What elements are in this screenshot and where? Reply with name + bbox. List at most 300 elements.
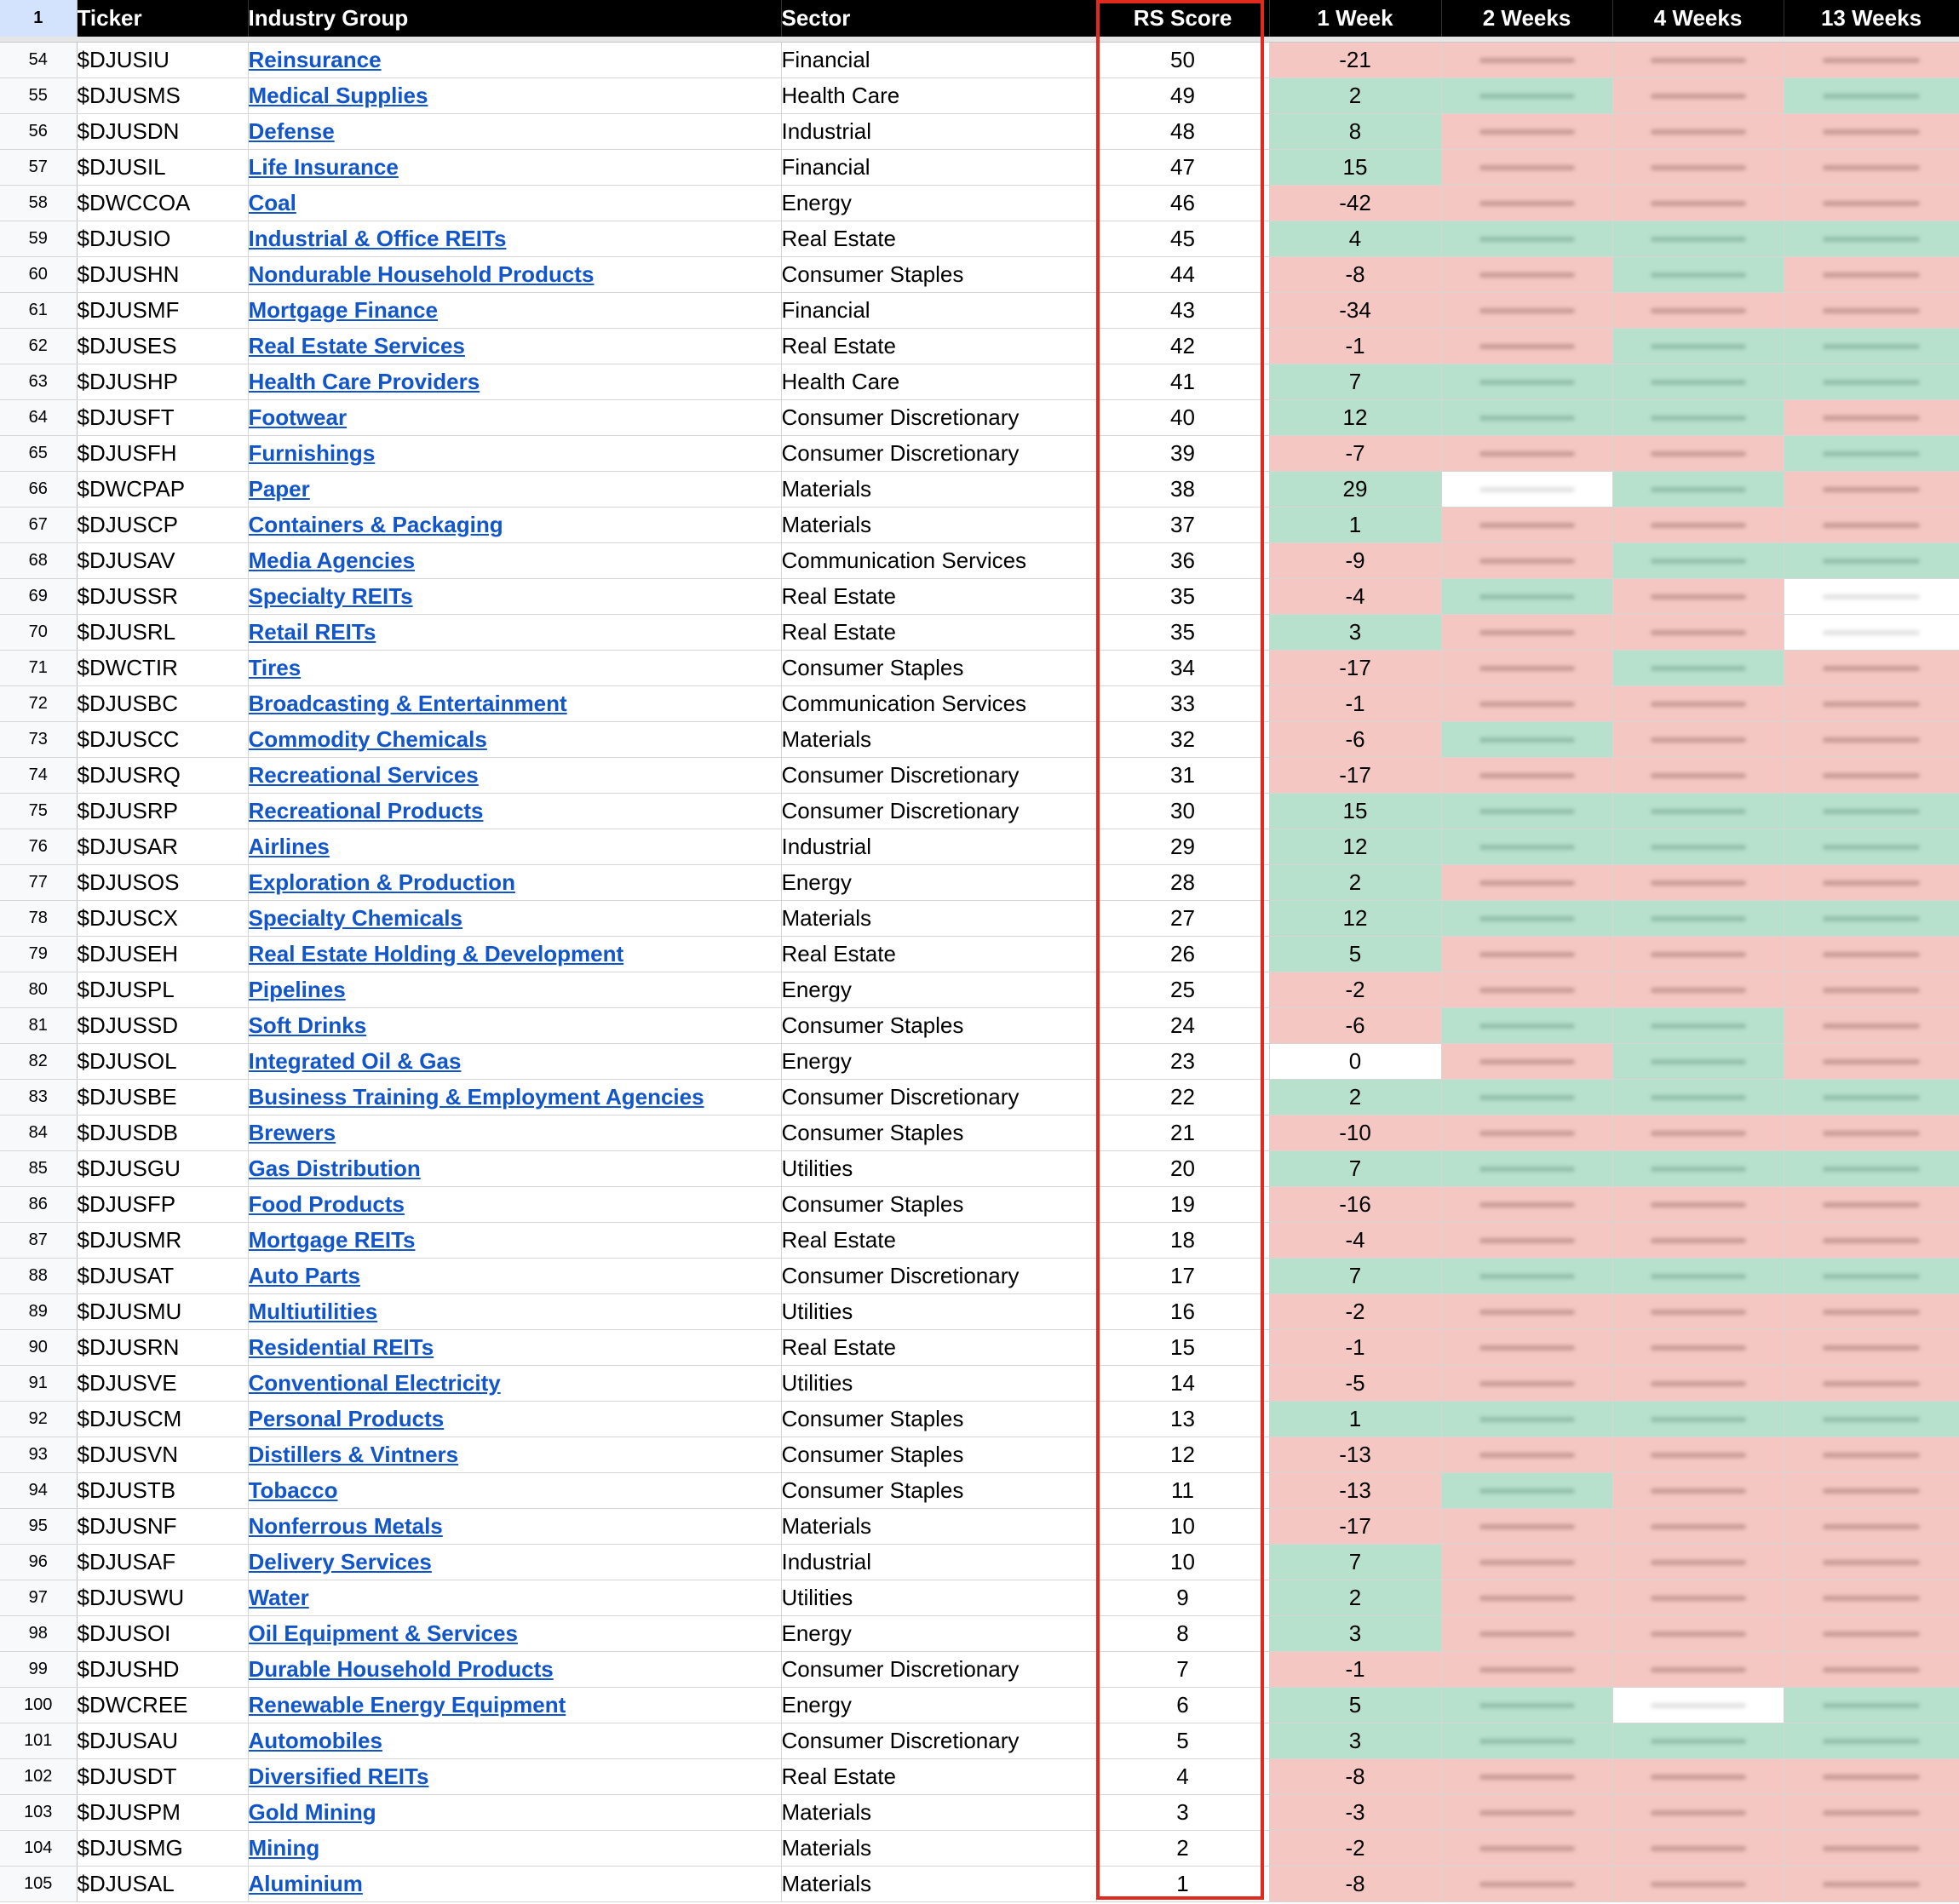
- sector-cell[interactable]: Health Care: [781, 77, 1096, 113]
- four-weeks-redacted-cell[interactable]: [1612, 1758, 1784, 1794]
- four-weeks-redacted-cell[interactable]: [1612, 1651, 1784, 1687]
- industry-group-link[interactable]: Specialty REITs: [248, 582, 413, 609]
- two-weeks-redacted-cell[interactable]: [1441, 256, 1612, 292]
- two-weeks-redacted-cell[interactable]: [1441, 1079, 1612, 1115]
- industry-group-link[interactable]: Mining: [248, 1834, 320, 1861]
- two-weeks-redacted-cell[interactable]: [1441, 1723, 1612, 1758]
- sector-cell[interactable]: Financial: [781, 149, 1096, 185]
- one-week-change-cell[interactable]: -8: [1269, 256, 1441, 292]
- sector-cell[interactable]: Financial: [781, 292, 1096, 328]
- sector-cell[interactable]: Real Estate: [781, 1329, 1096, 1365]
- industry-group-link[interactable]: Business Training & Employment Agencies: [248, 1083, 704, 1110]
- industry-group-link[interactable]: Specialty Chemicals: [248, 904, 462, 931]
- rs-score-cell[interactable]: 33: [1096, 685, 1269, 721]
- ticker-cell[interactable]: $DJUSIL: [77, 149, 248, 185]
- two-weeks-redacted-cell[interactable]: [1441, 399, 1612, 435]
- rs-score-cell[interactable]: 44: [1096, 256, 1269, 292]
- four-weeks-redacted-cell[interactable]: [1612, 399, 1784, 435]
- thirteen-weeks-redacted-cell[interactable]: [1784, 864, 1959, 900]
- industry-group-link[interactable]: Nonferrous Metals: [248, 1512, 443, 1539]
- ticker-cell[interactable]: $DJUSAF: [77, 1544, 248, 1580]
- industry-group-link[interactable]: Recreational Products: [248, 797, 484, 823]
- four-weeks-redacted-cell[interactable]: [1612, 1401, 1784, 1437]
- four-weeks-redacted-cell[interactable]: [1612, 1365, 1784, 1401]
- one-week-change-cell[interactable]: 7: [1269, 1544, 1441, 1580]
- one-week-change-cell[interactable]: 3: [1269, 1615, 1441, 1651]
- one-week-change-cell[interactable]: -21: [1269, 42, 1441, 77]
- ticker-cell[interactable]: $DJUSMG: [77, 1830, 248, 1866]
- four-weeks-redacted-cell[interactable]: [1612, 1043, 1784, 1079]
- four-weeks-redacted-cell[interactable]: [1612, 721, 1784, 757]
- sector-cell[interactable]: Materials: [781, 1508, 1096, 1544]
- ticker-cell[interactable]: $DJUSBE: [77, 1079, 248, 1115]
- one-week-change-cell[interactable]: 1: [1269, 507, 1441, 542]
- row-number[interactable]: 82: [0, 1043, 77, 1079]
- ticker-cell[interactable]: $DJUSCX: [77, 900, 248, 936]
- thirteen-weeks-column-header[interactable]: 13 Weeks: [1784, 0, 1959, 37]
- sector-cell[interactable]: Consumer Staples: [781, 1115, 1096, 1150]
- industry-group-link[interactable]: Gas Distribution: [248, 1155, 421, 1181]
- sector-cell[interactable]: Consumer Staples: [781, 1437, 1096, 1472]
- sector-cell[interactable]: Consumer Discretionary: [781, 1723, 1096, 1758]
- rs-score-cell[interactable]: 4: [1096, 1758, 1269, 1794]
- industry-group-link[interactable]: Industrial & Office REITs: [248, 225, 507, 251]
- rs-score-cell[interactable]: 34: [1096, 650, 1269, 685]
- sector-column-header[interactable]: Sector: [781, 0, 1096, 37]
- row-number[interactable]: 71: [0, 650, 77, 685]
- sector-cell[interactable]: Consumer Staples: [781, 1472, 1096, 1508]
- row-number[interactable]: 62: [0, 328, 77, 364]
- row-number[interactable]: 83: [0, 1079, 77, 1115]
- row-number[interactable]: 78: [0, 900, 77, 936]
- rs-score-cell[interactable]: 28: [1096, 864, 1269, 900]
- ticker-cell[interactable]: $DWCPAP: [77, 471, 248, 507]
- ticker-cell[interactable]: $DJUSGU: [77, 1150, 248, 1186]
- rs-score-cell[interactable]: 50: [1096, 42, 1269, 77]
- row-number[interactable]: 92: [0, 1401, 77, 1437]
- one-week-change-cell[interactable]: -3: [1269, 1794, 1441, 1830]
- thirteen-weeks-redacted-cell[interactable]: [1784, 829, 1959, 864]
- thirteen-weeks-redacted-cell[interactable]: [1784, 1437, 1959, 1472]
- two-weeks-redacted-cell[interactable]: [1441, 829, 1612, 864]
- thirteen-weeks-redacted-cell[interactable]: [1784, 185, 1959, 221]
- sector-cell[interactable]: Consumer Discretionary: [781, 793, 1096, 829]
- row-number[interactable]: 89: [0, 1293, 77, 1329]
- one-week-change-cell[interactable]: -17: [1269, 1508, 1441, 1544]
- two-weeks-redacted-cell[interactable]: [1441, 1007, 1612, 1043]
- one-week-change-cell[interactable]: 8: [1269, 113, 1441, 149]
- sector-cell[interactable]: Utilities: [781, 1150, 1096, 1186]
- four-weeks-redacted-cell[interactable]: [1612, 1329, 1784, 1365]
- industry-group-link[interactable]: Aluminium: [248, 1870, 363, 1896]
- one-week-change-cell[interactable]: 15: [1269, 149, 1441, 185]
- one-week-change-cell[interactable]: -13: [1269, 1472, 1441, 1508]
- ticker-cell[interactable]: $DJUSAT: [77, 1258, 248, 1293]
- row-number[interactable]: 97: [0, 1580, 77, 1615]
- four-weeks-redacted-cell[interactable]: [1612, 77, 1784, 113]
- four-weeks-redacted-cell[interactable]: [1612, 900, 1784, 936]
- industry-group-link[interactable]: Paper: [248, 475, 310, 502]
- one-week-change-cell[interactable]: 12: [1269, 399, 1441, 435]
- sector-cell[interactable]: Materials: [781, 900, 1096, 936]
- one-week-column-header[interactable]: 1 Week: [1269, 0, 1441, 37]
- ticker-cell[interactable]: $DJUSRQ: [77, 757, 248, 793]
- row-number[interactable]: 55: [0, 77, 77, 113]
- one-week-change-cell[interactable]: -13: [1269, 1437, 1441, 1472]
- ticker-cell[interactable]: $DJUSDB: [77, 1115, 248, 1150]
- two-weeks-redacted-cell[interactable]: [1441, 507, 1612, 542]
- four-weeks-redacted-cell[interactable]: [1612, 1472, 1784, 1508]
- thirteen-weeks-redacted-cell[interactable]: [1784, 721, 1959, 757]
- industry-group-link[interactable]: Exploration & Production: [248, 869, 515, 895]
- rs-score-cell[interactable]: 25: [1096, 972, 1269, 1007]
- sector-cell[interactable]: Real Estate: [781, 1222, 1096, 1258]
- thirteen-weeks-redacted-cell[interactable]: [1784, 149, 1959, 185]
- two-weeks-redacted-cell[interactable]: [1441, 578, 1612, 614]
- thirteen-weeks-redacted-cell[interactable]: [1784, 542, 1959, 578]
- four-weeks-redacted-cell[interactable]: [1612, 185, 1784, 221]
- thirteen-weeks-redacted-cell[interactable]: [1784, 685, 1959, 721]
- rs-score-cell[interactable]: 20: [1096, 1150, 1269, 1186]
- one-week-change-cell[interactable]: 2: [1269, 864, 1441, 900]
- row-number[interactable]: 80: [0, 972, 77, 1007]
- sector-cell[interactable]: Materials: [781, 721, 1096, 757]
- two-weeks-redacted-cell[interactable]: [1441, 1401, 1612, 1437]
- thirteen-weeks-redacted-cell[interactable]: [1784, 1544, 1959, 1580]
- one-week-change-cell[interactable]: 15: [1269, 793, 1441, 829]
- rs-score-cell[interactable]: 23: [1096, 1043, 1269, 1079]
- ticker-cell[interactable]: $DWCREE: [77, 1687, 248, 1723]
- industry-group-link[interactable]: Reinsurance: [248, 46, 382, 72]
- rs-score-cell[interactable]: 24: [1096, 1007, 1269, 1043]
- sector-cell[interactable]: Consumer Staples: [781, 650, 1096, 685]
- row-number[interactable]: 74: [0, 757, 77, 793]
- row-number[interactable]: 91: [0, 1365, 77, 1401]
- thirteen-weeks-redacted-cell[interactable]: [1784, 1079, 1959, 1115]
- industry-group-link[interactable]: Personal Products: [248, 1405, 445, 1431]
- two-weeks-redacted-cell[interactable]: [1441, 721, 1612, 757]
- thirteen-weeks-redacted-cell[interactable]: [1784, 256, 1959, 292]
- one-week-change-cell[interactable]: -2: [1269, 1293, 1441, 1329]
- industry-group-link[interactable]: Oil Equipment & Services: [248, 1620, 518, 1646]
- industry-group-link[interactable]: Airlines: [248, 833, 330, 859]
- one-week-change-cell[interactable]: -8: [1269, 1866, 1441, 1901]
- four-weeks-redacted-cell[interactable]: [1612, 292, 1784, 328]
- one-week-change-cell[interactable]: 4: [1269, 221, 1441, 256]
- thirteen-weeks-redacted-cell[interactable]: [1784, 399, 1959, 435]
- rs-score-cell[interactable]: 29: [1096, 829, 1269, 864]
- ticker-cell[interactable]: $DJUSOL: [77, 1043, 248, 1079]
- two-weeks-redacted-cell[interactable]: [1441, 1830, 1612, 1866]
- sector-cell[interactable]: Real Estate: [781, 936, 1096, 972]
- one-week-change-cell[interactable]: 7: [1269, 364, 1441, 399]
- industry-group-link[interactable]: Soft Drinks: [248, 1012, 367, 1038]
- one-week-change-cell[interactable]: -2: [1269, 972, 1441, 1007]
- thirteen-weeks-redacted-cell[interactable]: [1784, 614, 1959, 650]
- ticker-cell[interactable]: $DJUSIO: [77, 221, 248, 256]
- sector-cell[interactable]: Energy: [781, 1615, 1096, 1651]
- industry-group-link[interactable]: Commodity Chemicals: [248, 725, 487, 752]
- thirteen-weeks-redacted-cell[interactable]: [1784, 1401, 1959, 1437]
- sector-cell[interactable]: Financial: [781, 42, 1096, 77]
- one-week-change-cell[interactable]: -10: [1269, 1115, 1441, 1150]
- sector-cell[interactable]: Real Estate: [781, 614, 1096, 650]
- sector-cell[interactable]: Real Estate: [781, 221, 1096, 256]
- industry-group-link[interactable]: Auto Parts: [248, 1262, 360, 1288]
- four-weeks-redacted-cell[interactable]: [1612, 972, 1784, 1007]
- row-number[interactable]: 65: [0, 435, 77, 471]
- rs-score-cell[interactable]: 39: [1096, 435, 1269, 471]
- industry-group-link[interactable]: Food Products: [248, 1190, 405, 1217]
- thirteen-weeks-redacted-cell[interactable]: [1784, 1723, 1959, 1758]
- rs-score-cell[interactable]: 19: [1096, 1186, 1269, 1222]
- row-number[interactable]: 75: [0, 793, 77, 829]
- two-weeks-redacted-cell[interactable]: [1441, 292, 1612, 328]
- row-number[interactable]: 95: [0, 1508, 77, 1544]
- sector-cell[interactable]: Consumer Staples: [781, 1401, 1096, 1437]
- four-weeks-redacted-cell[interactable]: [1612, 757, 1784, 793]
- sector-cell[interactable]: Industrial: [781, 113, 1096, 149]
- four-weeks-redacted-cell[interactable]: [1612, 1258, 1784, 1293]
- ticker-cell[interactable]: $DJUSCC: [77, 721, 248, 757]
- rs-score-cell[interactable]: 41: [1096, 364, 1269, 399]
- four-weeks-redacted-cell[interactable]: [1612, 507, 1784, 542]
- four-weeks-redacted-cell[interactable]: [1612, 1150, 1784, 1186]
- sector-cell[interactable]: Consumer Discretionary: [781, 435, 1096, 471]
- row-number[interactable]: 56: [0, 113, 77, 149]
- row-number[interactable]: 98: [0, 1615, 77, 1651]
- row-number[interactable]: 84: [0, 1115, 77, 1150]
- four-weeks-redacted-cell[interactable]: [1612, 936, 1784, 972]
- ticker-cell[interactable]: $DJUSCP: [77, 507, 248, 542]
- rs-score-cell[interactable]: 26: [1096, 936, 1269, 972]
- ticker-cell[interactable]: $DJUSSR: [77, 578, 248, 614]
- sector-cell[interactable]: Materials: [781, 1830, 1096, 1866]
- thirteen-weeks-redacted-cell[interactable]: [1784, 1687, 1959, 1723]
- ticker-cell[interactable]: $DJUSRP: [77, 793, 248, 829]
- thirteen-weeks-redacted-cell[interactable]: [1784, 1866, 1959, 1901]
- row-number[interactable]: 60: [0, 256, 77, 292]
- industry-group-link[interactable]: Containers & Packaging: [248, 511, 503, 537]
- two-weeks-redacted-cell[interactable]: [1441, 864, 1612, 900]
- industry-group-link[interactable]: Defense: [248, 118, 335, 144]
- thirteen-weeks-redacted-cell[interactable]: [1784, 1115, 1959, 1150]
- ticker-cell[interactable]: $DJUSRL: [77, 614, 248, 650]
- thirteen-weeks-redacted-cell[interactable]: [1784, 1365, 1959, 1401]
- two-weeks-redacted-cell[interactable]: [1441, 1258, 1612, 1293]
- four-weeks-redacted-cell[interactable]: [1612, 1687, 1784, 1723]
- sector-cell[interactable]: Utilities: [781, 1365, 1096, 1401]
- rs-score-cell[interactable]: 27: [1096, 900, 1269, 936]
- one-week-change-cell[interactable]: 2: [1269, 77, 1441, 113]
- four-weeks-redacted-cell[interactable]: [1612, 435, 1784, 471]
- industry-group-link[interactable]: Mortgage Finance: [248, 296, 438, 323]
- ticker-cell[interactable]: $DJUSVE: [77, 1365, 248, 1401]
- two-weeks-redacted-cell[interactable]: [1441, 364, 1612, 399]
- two-weeks-redacted-cell[interactable]: [1441, 1043, 1612, 1079]
- thirteen-weeks-redacted-cell[interactable]: [1784, 471, 1959, 507]
- row-number[interactable]: 96: [0, 1544, 77, 1580]
- sector-cell[interactable]: Energy: [781, 864, 1096, 900]
- ticker-cell[interactable]: $DJUSFT: [77, 399, 248, 435]
- industry-group-link[interactable]: Diversified REITs: [248, 1763, 429, 1789]
- ticker-cell[interactable]: $DJUSTB: [77, 1472, 248, 1508]
- rs-score-cell[interactable]: 15: [1096, 1329, 1269, 1365]
- row-number[interactable]: 57: [0, 149, 77, 185]
- row-number[interactable]: 61: [0, 292, 77, 328]
- ticker-cell[interactable]: $DJUSMR: [77, 1222, 248, 1258]
- ticker-cell[interactable]: $DJUSHP: [77, 364, 248, 399]
- industry-group-link[interactable]: Delivery Services: [248, 1548, 432, 1574]
- industry-group-link[interactable]: Tobacco: [248, 1477, 338, 1503]
- one-week-change-cell[interactable]: 29: [1269, 471, 1441, 507]
- rs-score-cell[interactable]: 10: [1096, 1508, 1269, 1544]
- industry-group-link[interactable]: Recreational Services: [248, 761, 479, 788]
- thirteen-weeks-redacted-cell[interactable]: [1784, 793, 1959, 829]
- one-week-change-cell[interactable]: 3: [1269, 614, 1441, 650]
- rs-score-cell[interactable]: 7: [1096, 1651, 1269, 1687]
- row-number[interactable]: 81: [0, 1007, 77, 1043]
- ticker-cell[interactable]: $DJUSPM: [77, 1794, 248, 1830]
- rs-score-cell[interactable]: 22: [1096, 1079, 1269, 1115]
- sector-cell[interactable]: Real Estate: [781, 1758, 1096, 1794]
- rs-score-cell[interactable]: 14: [1096, 1365, 1269, 1401]
- thirteen-weeks-redacted-cell[interactable]: [1784, 1222, 1959, 1258]
- rs-score-cell[interactable]: 46: [1096, 185, 1269, 221]
- row-number[interactable]: 103: [0, 1794, 77, 1830]
- row-number[interactable]: 85: [0, 1150, 77, 1186]
- row-number[interactable]: 58: [0, 185, 77, 221]
- four-weeks-redacted-cell[interactable]: [1612, 1079, 1784, 1115]
- four-weeks-redacted-cell[interactable]: [1612, 1186, 1784, 1222]
- sector-cell[interactable]: Consumer Discretionary: [781, 1258, 1096, 1293]
- rs-score-cell[interactable]: 2: [1096, 1830, 1269, 1866]
- one-week-change-cell[interactable]: -7: [1269, 435, 1441, 471]
- two-weeks-redacted-cell[interactable]: [1441, 757, 1612, 793]
- ticker-cell[interactable]: $DJUSFP: [77, 1186, 248, 1222]
- industry-group-link[interactable]: Multiutilities: [248, 1298, 378, 1324]
- rs-score-cell[interactable]: 5: [1096, 1723, 1269, 1758]
- rs-score-cell[interactable]: 13: [1096, 1401, 1269, 1437]
- ticker-cell[interactable]: $DJUSOI: [77, 1615, 248, 1651]
- two-weeks-redacted-cell[interactable]: [1441, 1866, 1612, 1901]
- one-week-change-cell[interactable]: -42: [1269, 185, 1441, 221]
- thirteen-weeks-redacted-cell[interactable]: [1784, 328, 1959, 364]
- ticker-cell[interactable]: $DJUSFH: [77, 435, 248, 471]
- one-week-change-cell[interactable]: -5: [1269, 1365, 1441, 1401]
- industry-group-link[interactable]: Residential REITs: [248, 1333, 434, 1360]
- thirteen-weeks-redacted-cell[interactable]: [1784, 1293, 1959, 1329]
- thirteen-weeks-redacted-cell[interactable]: [1784, 221, 1959, 256]
- two-weeks-redacted-cell[interactable]: [1441, 1293, 1612, 1329]
- one-week-change-cell[interactable]: -1: [1269, 1329, 1441, 1365]
- rs-score-cell[interactable]: 47: [1096, 149, 1269, 185]
- sector-cell[interactable]: Consumer Staples: [781, 1007, 1096, 1043]
- industry-group-link[interactable]: Medical Supplies: [248, 82, 428, 108]
- sector-cell[interactable]: Real Estate: [781, 328, 1096, 364]
- one-week-change-cell[interactable]: 5: [1269, 936, 1441, 972]
- two-weeks-redacted-cell[interactable]: [1441, 1794, 1612, 1830]
- rs-score-cell[interactable]: 42: [1096, 328, 1269, 364]
- row-number[interactable]: 77: [0, 864, 77, 900]
- rs-score-cell[interactable]: 12: [1096, 1437, 1269, 1472]
- sector-cell[interactable]: Energy: [781, 185, 1096, 221]
- thirteen-weeks-redacted-cell[interactable]: [1784, 292, 1959, 328]
- one-week-change-cell[interactable]: -1: [1269, 685, 1441, 721]
- industry-group-link[interactable]: Durable Household Products: [248, 1655, 554, 1682]
- thirteen-weeks-redacted-cell[interactable]: [1784, 972, 1959, 1007]
- ticker-cell[interactable]: $DJUSOS: [77, 864, 248, 900]
- two-weeks-redacted-cell[interactable]: [1441, 900, 1612, 936]
- two-weeks-column-header[interactable]: 2 Weeks: [1441, 0, 1612, 37]
- row-number[interactable]: 102: [0, 1758, 77, 1794]
- industry-group-link[interactable]: Tires: [248, 654, 302, 680]
- one-week-change-cell[interactable]: 12: [1269, 829, 1441, 864]
- industry-group-link[interactable]: Furnishings: [248, 439, 376, 466]
- thirteen-weeks-redacted-cell[interactable]: [1784, 1186, 1959, 1222]
- row-number[interactable]: 104: [0, 1830, 77, 1866]
- thirteen-weeks-redacted-cell[interactable]: [1784, 1758, 1959, 1794]
- rs-score-cell[interactable]: 6: [1096, 1687, 1269, 1723]
- sector-cell[interactable]: Energy: [781, 972, 1096, 1007]
- row-number[interactable]: 100: [0, 1687, 77, 1723]
- two-weeks-redacted-cell[interactable]: [1441, 614, 1612, 650]
- industry-group-link[interactable]: Integrated Oil & Gas: [248, 1047, 462, 1074]
- industry-group-link[interactable]: Water: [248, 1584, 309, 1610]
- ticker-cell[interactable]: $DWCTIR: [77, 650, 248, 685]
- four-weeks-redacted-cell[interactable]: [1612, 1437, 1784, 1472]
- thirteen-weeks-redacted-cell[interactable]: [1784, 1258, 1959, 1293]
- industry-group-link[interactable]: Life Insurance: [248, 153, 399, 180]
- sector-cell[interactable]: Communication Services: [781, 542, 1096, 578]
- thirteen-weeks-redacted-cell[interactable]: [1784, 1615, 1959, 1651]
- ticker-cell[interactable]: $DJUSPL: [77, 972, 248, 1007]
- thirteen-weeks-redacted-cell[interactable]: [1784, 77, 1959, 113]
- row-number[interactable]: 93: [0, 1437, 77, 1472]
- four-weeks-redacted-cell[interactable]: [1612, 1508, 1784, 1544]
- four-weeks-redacted-cell[interactable]: [1612, 149, 1784, 185]
- two-weeks-redacted-cell[interactable]: [1441, 1329, 1612, 1365]
- one-week-change-cell[interactable]: 2: [1269, 1079, 1441, 1115]
- thirteen-weeks-redacted-cell[interactable]: [1784, 936, 1959, 972]
- sector-cell[interactable]: Real Estate: [781, 578, 1096, 614]
- industry-group-link[interactable]: Pipelines: [248, 976, 346, 1002]
- one-week-change-cell[interactable]: 5: [1269, 1687, 1441, 1723]
- two-weeks-redacted-cell[interactable]: [1441, 1115, 1612, 1150]
- two-weeks-redacted-cell[interactable]: [1441, 1186, 1612, 1222]
- two-weeks-redacted-cell[interactable]: [1441, 1615, 1612, 1651]
- rs-score-cell[interactable]: 1: [1096, 1866, 1269, 1901]
- two-weeks-redacted-cell[interactable]: [1441, 42, 1612, 77]
- two-weeks-redacted-cell[interactable]: [1441, 1472, 1612, 1508]
- ticker-cell[interactable]: $DJUSSD: [77, 1007, 248, 1043]
- two-weeks-redacted-cell[interactable]: [1441, 113, 1612, 149]
- industry-group-link[interactable]: Coal: [248, 189, 296, 215]
- ticker-cell[interactable]: $DJUSCM: [77, 1401, 248, 1437]
- industry-group-link[interactable]: Health Care Providers: [248, 368, 480, 394]
- ticker-cell[interactable]: $DJUSHN: [77, 256, 248, 292]
- row-number[interactable]: 54: [0, 42, 77, 77]
- four-weeks-redacted-cell[interactable]: [1612, 650, 1784, 685]
- industry-group-link[interactable]: Gold Mining: [248, 1798, 376, 1825]
- industry-group-link[interactable]: Distillers & Vintners: [248, 1441, 459, 1467]
- thirteen-weeks-redacted-cell[interactable]: [1784, 1329, 1959, 1365]
- thirteen-weeks-redacted-cell[interactable]: [1784, 364, 1959, 399]
- two-weeks-redacted-cell[interactable]: [1441, 1508, 1612, 1544]
- row-number[interactable]: 70: [0, 614, 77, 650]
- four-weeks-redacted-cell[interactable]: [1612, 364, 1784, 399]
- rs-score-cell[interactable]: 17: [1096, 1258, 1269, 1293]
